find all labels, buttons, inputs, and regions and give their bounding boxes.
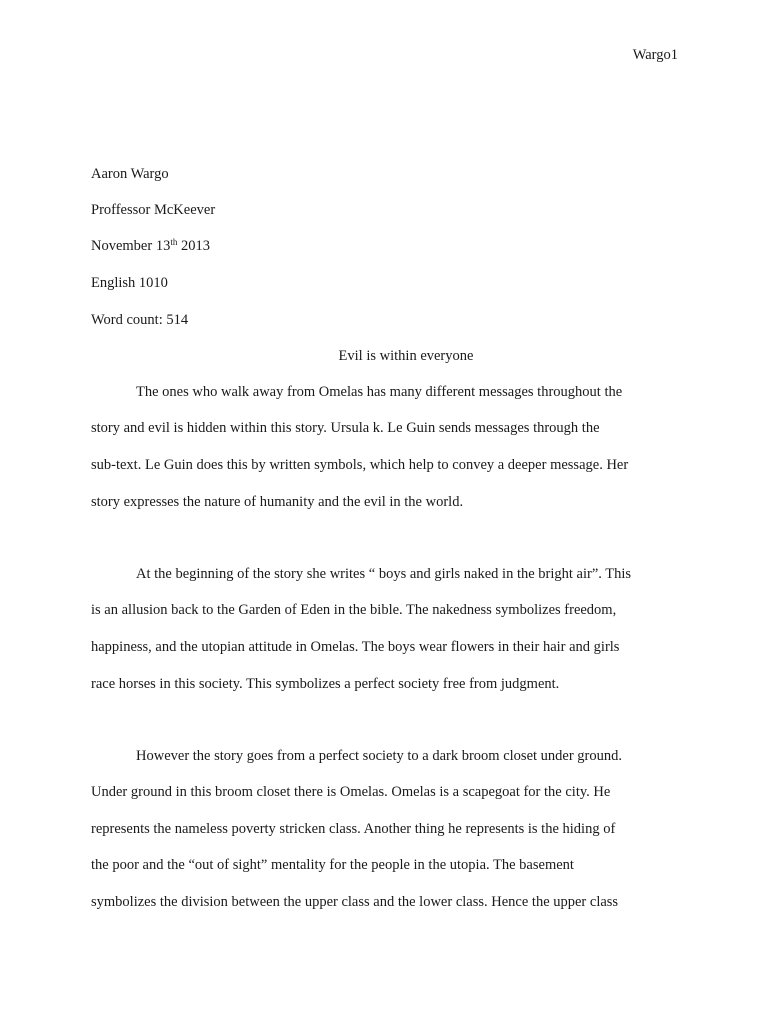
- paragraph-line: represents the nameless poverty stricken class. Another thing he represents is the hiding of: [91, 821, 616, 837]
- paragraph-line: symbolizes the division between the upper class and the lower class. Hence the upper class: [91, 894, 619, 910]
- paragraph-line: happiness, and the utopian attitude in Omelas. The boys wear flowers in their hair and girls: [91, 639, 620, 655]
- paragraph-line: race horses in this society. This symbolizes a perfect society free from judgment.: [91, 676, 560, 692]
- date-prefix: November 13: [91, 238, 171, 254]
- paragraph-line: At the beginning of the story she writes “ boys and girls naked in the bright air”. This: [136, 566, 632, 582]
- paragraph-line: Under ground in this broom closet there is Omelas. Omelas is a scapegoat for the city. He: [91, 784, 611, 800]
- paragraph-line: However the story goes from a perfect society to a dark broom closet under ground.: [136, 748, 622, 764]
- running-head: Wargo1: [632, 47, 678, 63]
- professor-name: Proffessor McKeever: [91, 202, 216, 218]
- paragraph-line: The ones who walk away from Omelas has many different messages throughout the: [136, 384, 623, 400]
- date-superscript: th: [170, 237, 178, 247]
- essay-title: Evil is within everyone: [338, 348, 474, 364]
- paragraph-line: story expresses the nature of humanity and the evil in the world.: [91, 494, 464, 510]
- paragraph-line: story and evil is hidden within this story. Ursula k. Le Guin sends messages through the: [91, 420, 600, 436]
- word-count: Word count: 514: [91, 312, 189, 328]
- date-suffix: 2013: [177, 238, 210, 254]
- essay-date: [91, 238, 210, 255]
- paragraph-line: is an allusion back to the Garden of Eden in the bible. The nakedness symbolizes freedom,: [91, 602, 617, 618]
- author-name: Aaron Wargo: [91, 166, 169, 182]
- course-name: English 1010: [91, 275, 168, 291]
- paragraph-line: sub-text. Le Guin does this by written symbols, which help to convey a deeper message. Her: [91, 457, 629, 473]
- paragraph-line: the poor and the “out of sight” mentality for the people in the utopia. The basement: [91, 857, 574, 873]
